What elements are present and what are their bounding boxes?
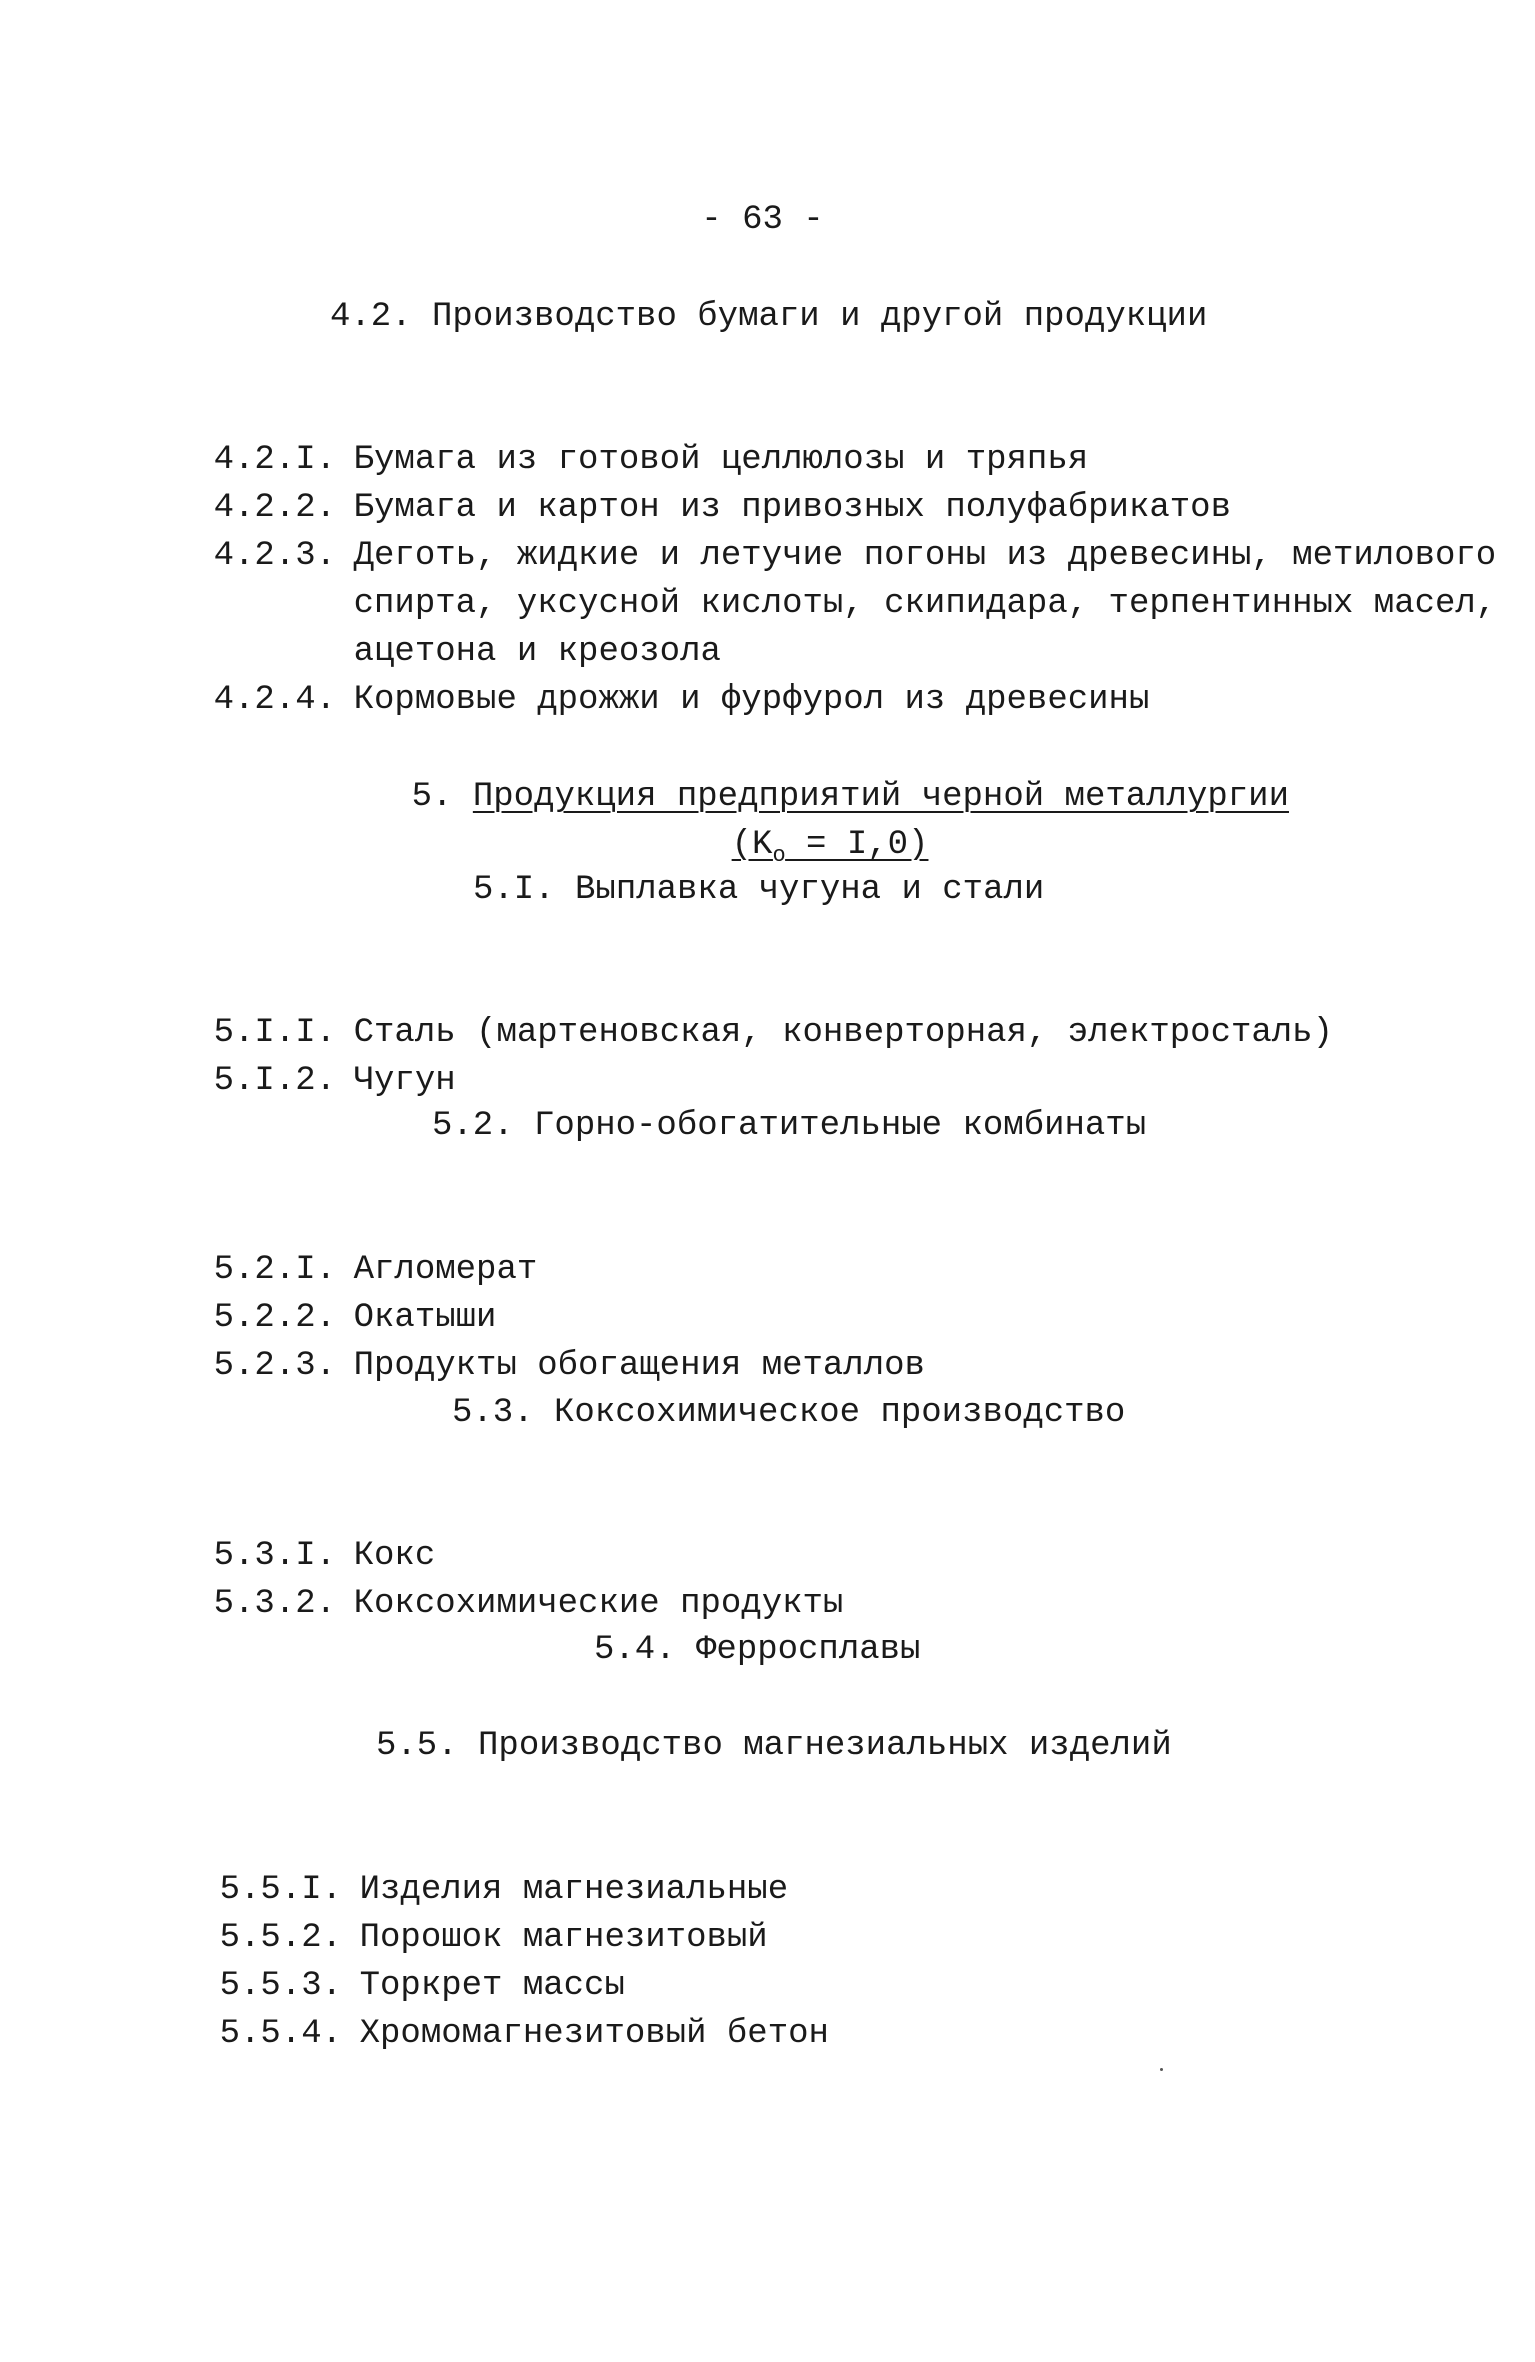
- item-text: Бумага и картон из привозных полуфабрикатов: [353, 489, 1231, 527]
- section-heading-5-5: 5.5. Производство магнезиальных изделий: [376, 1727, 1172, 1765]
- item-text: Агломерат: [353, 1251, 538, 1289]
- item-text: Деготь, жидкие и летучие погоны из древесины, метилового: [353, 537, 1497, 575]
- item-number: 5.I.I.: [213, 1014, 337, 1052]
- item-number: 5.5.4.: [219, 2015, 343, 2053]
- item-number: 4.2.3.: [213, 537, 337, 575]
- list-item: [138, 1962, 829, 2106]
- list-item: [132, 1009, 456, 1153]
- item-text: Чугун: [353, 1062, 456, 1100]
- item-text: Продукты обогащения металлов: [353, 1347, 925, 1385]
- item-number: 5.5.I.: [219, 1871, 343, 1909]
- page-number: - 63 -: [701, 201, 824, 239]
- item-number: 5.2.2.: [213, 1299, 337, 1337]
- item-text: Хромомагнезитовый бетон: [359, 2015, 829, 2053]
- item-text: ацетона и креозола: [353, 633, 721, 671]
- item-number: 4.2.I.: [213, 441, 337, 479]
- item-text: Кормовые дрожжи и фурфурол из древесины: [353, 681, 1150, 719]
- section-heading-5-4: 5.4. Ферросплавы: [594, 1631, 921, 1669]
- chapter-title-text: Продукция предприятий черной металлургии: [472, 778, 1289, 816]
- item-number: 5.3.I.: [213, 1537, 337, 1575]
- item-number: 5.5.3.: [219, 1967, 343, 2005]
- section-heading-4-2: 4.2. Производство бумаги и другой продукции: [330, 298, 1208, 336]
- item-number: 4.2.4.: [213, 681, 337, 719]
- item-text: Окатыши: [353, 1299, 497, 1337]
- item-number: 5.5.2.: [219, 1919, 343, 1957]
- item-text: Торкрет массы: [359, 1967, 625, 2005]
- item-text: Сталь (мартеновская, конверторная, электросталь): [353, 1014, 1333, 1052]
- item-text: Бумага из готовой целлюлозы и тряпья: [353, 441, 1089, 479]
- section-heading-5-2: 5.2. Горно-обогатительные комбинаты: [432, 1107, 1147, 1145]
- item-number: 5.2.3.: [213, 1347, 337, 1385]
- item-number: 5.2.I.: [213, 1251, 337, 1289]
- scan-speck: [1160, 2068, 1163, 2071]
- item-text: спирта, уксусной кислоты, скипидара, терпентинных масел,: [353, 585, 1497, 623]
- section-heading-5-3: 5.3. Коксохимическое производство: [452, 1394, 1126, 1432]
- item-text: Изделия магнезиальные: [359, 1871, 789, 1909]
- coefficient-formula: $(K_o = I,0)$: [731, 826, 929, 868]
- item-number: 4.2.2.: [213, 489, 337, 527]
- item-text: Порошок магнезитовый: [359, 1919, 768, 1957]
- item-number: 5.3.2.: [213, 1585, 337, 1623]
- section-heading-5-1: 5.I. Выплавка чугуна и стали: [473, 871, 1045, 909]
- item-number: 5.I.2.: [213, 1062, 337, 1100]
- chapter-number: 5.: [411, 778, 453, 816]
- item-text: Коксохимические продукты: [353, 1585, 844, 1623]
- item-text: Кокс: [353, 1537, 436, 1575]
